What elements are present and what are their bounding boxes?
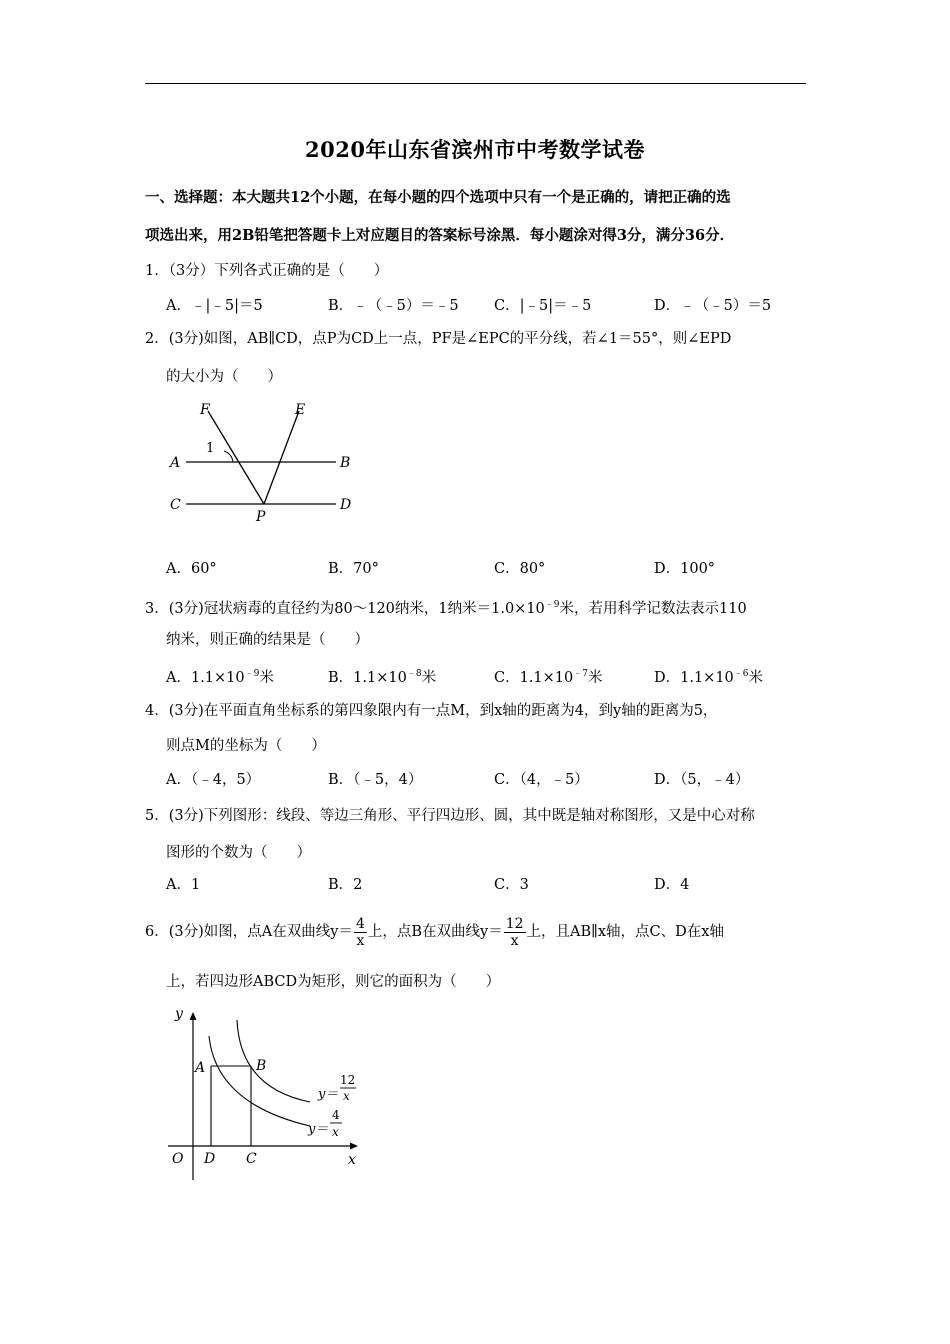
header-rule — [145, 83, 806, 84]
fraction-12-over-x: $\frac{12}{x}$ — [505, 915, 524, 949]
q4-option-a: A．（﹣4，5） — [166, 772, 261, 788]
label-a: A — [195, 1060, 206, 1076]
question-4-stem-line2: 则点M的坐标为（ ） — [166, 738, 326, 754]
q3-option-c: C．$1.1\times 10^{﹣7}$米 — [494, 669, 603, 686]
q3-option-b: B．$1.1\times 10^{﹣8}$米 — [328, 669, 437, 686]
curve-y-4-over-x — [209, 1036, 310, 1126]
q3-option-a: A．$1.1\times 10^{﹣9}$米 — [166, 669, 274, 686]
question-1-stem: 1．（3分）下列各式正确的是（ ） — [145, 263, 389, 279]
label-p: P — [256, 509, 266, 525]
x-axis-arrow-icon — [350, 1143, 358, 1150]
q2-parallel-lines-figure — [160, 393, 370, 528]
page-title: 2020年山东省滨州市中考数学试卷 — [305, 137, 645, 162]
q1-option-a: A．﹣|﹣5|＝5 — [166, 298, 263, 314]
question-5-stem-line2: 图形的个数为（ ） — [166, 845, 311, 861]
curve-y-12-over-x — [237, 1020, 310, 1102]
q5-option-d: D．4 — [654, 877, 690, 893]
section-instructions-line2: 项选出来，用2B铅笔把答题卡上对应题目的答案标号涂黑．每小题涂对得3分，满分36分． — [145, 227, 735, 244]
q1-option-d: D．﹣（﹣5）＝5 — [654, 298, 772, 314]
curve1-label-denominator: x — [343, 1089, 350, 1103]
label-f: F — [200, 402, 210, 418]
curve2-label-prefix: y＝ — [308, 1122, 329, 1137]
label-e: E — [295, 402, 306, 418]
q2-option-a: A．60° — [166, 561, 217, 577]
label-d: D — [340, 497, 352, 513]
label-c: C — [246, 1151, 257, 1167]
curve1-label-numerator: 12 — [340, 1073, 356, 1087]
y-axis-arrow-icon — [190, 1012, 197, 1020]
question-2-stem-line2: 的大小为（ ） — [166, 369, 282, 385]
label-a: A — [170, 455, 181, 471]
q1-option-c: C．|﹣5|＝﹣5 — [494, 298, 592, 314]
curve2-label-denominator: x — [332, 1125, 339, 1139]
q5-option-a: A．1 — [166, 877, 201, 893]
q4-option-c: C．（4，﹣5） — [494, 772, 589, 788]
label-angle-1: 1 — [206, 441, 215, 456]
question-6-stem-line1: 6．(3分)如图，点A在双曲线y＝ $\frac{4}{x}$ 上，点B在双曲线y＝ $\frac{12}{x}$ 上，且AB∥x轴，点C、D在x轴 — [145, 915, 724, 949]
question-3-stem-line2: 纳米，则正确的结果是（ ） — [166, 632, 369, 648]
q3-option-d: D．$1.1\times 10^{﹣6}$米 — [654, 669, 764, 686]
q4-option-d: D．（5，﹣4） — [654, 772, 750, 788]
question-4-stem-line1: 4．(3分)在平面直角坐标系的第四象限内有一点M，到x轴的距离为4，到y轴的距离为5， — [145, 703, 718, 719]
label-c: C — [170, 497, 181, 513]
curve1-label-prefix: y＝ — [318, 1087, 339, 1102]
q2-option-d: D．100° — [654, 561, 716, 577]
curve2-label-numerator: 4 — [332, 1108, 340, 1122]
label-b: B — [340, 455, 351, 471]
ray-pe — [264, 411, 299, 504]
label-d: D — [204, 1151, 216, 1167]
q2-option-b: B．70° — [328, 561, 379, 577]
label-x-axis: x — [348, 1152, 356, 1168]
q6-hyperbola-rectangle-figure — [160, 1000, 375, 1185]
label-origin: O — [172, 1151, 184, 1167]
q5-option-b: B．2 — [328, 877, 363, 893]
q5-option-c: C．3 — [494, 877, 529, 893]
section-instructions-line1: 一、选择题：本大题共12个小题，在每小题的四个选项中只有一个是正确的，请把正确的选 — [145, 189, 731, 206]
q4-option-b: B．（﹣5，4） — [328, 772, 423, 788]
question-6-stem-line2: 上，若四边形ABCD为矩形，则它的面积为（ ） — [166, 974, 501, 990]
ray-pf — [208, 411, 264, 504]
label-y-axis: y — [175, 1006, 183, 1022]
angle-1-arc — [224, 451, 233, 462]
question-3-stem-line1: 3．(3分)冠状病毒的直径约为80～120纳米，1纳米$=1.0\times 10^{﹣9}$米，若用科学记数法表示110 — [145, 600, 747, 617]
question-5-stem-line1: 5．(3分)下列图形：线段、等边三角形、平行四边形、圆，其中既是轴对称图形，又是中心对称 — [145, 808, 755, 824]
question-2-stem-line1: 2．(3分)如图，AB∥CD，点P为CD上一点，PF是∠EPC的平分线，若∠1＝55°，则∠EPD — [145, 331, 732, 347]
q1-option-b: B．﹣（﹣5）＝﹣5 — [328, 298, 459, 314]
label-b: B — [256, 1058, 267, 1074]
fraction-4-over-x: $\frac{4}{x}$ — [355, 915, 365, 949]
q2-option-c: C．80° — [494, 561, 546, 577]
